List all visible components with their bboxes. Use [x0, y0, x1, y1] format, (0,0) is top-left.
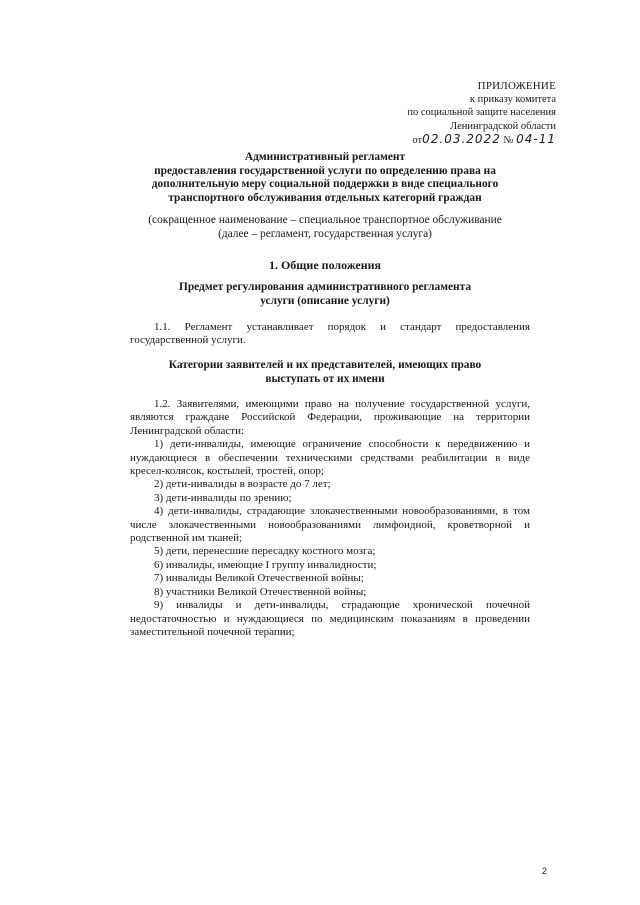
list-item: 4) дети-инвалиды, страдающие злокачественными новообразованиями, в том числе злокачественными новообразованиями лимфоидной, кроветворной и родственной им тканей; [130, 505, 530, 545]
subject-line-2: услуги (описание услуги) [260, 294, 390, 307]
section-heading: 1. Общие положения [268, 258, 382, 272]
document-title [120, 151, 530, 205]
abbreviation-line-2: (далее – регламент, государственная услуга) [218, 228, 432, 240]
title-line-2: предоставления государственной услуги по определению права на [154, 164, 496, 177]
list-item: 7) инвалиды Великой Отечественной войны; [154, 572, 364, 585]
list-item: 1) дети-инвалиды, имеющие ограничение способности к передвижению и нуждающиеся в обеспечении техническими средствами реабилитации в виде кресел-колясок, костылей, тростей, опор; [130, 438, 530, 478]
list-item: 5) дети, перенесшие пересадку костного мозга; [154, 545, 376, 558]
number-prefix: № [503, 134, 514, 146]
paragraph-1-2 [130, 398, 530, 639]
categories-heading [120, 359, 530, 386]
page-number: 2 [542, 866, 548, 876]
paragraph-1-1-line-1: 1.1. Регламент устанавливает порядок и стандарт предоставления [154, 321, 530, 333]
title-line-1: Административный регламент [244, 151, 406, 163]
date-prefix: от [412, 134, 423, 146]
appendix-line-3: Ленинградской области [450, 120, 556, 132]
appendix-line-1: к приказу комитета [469, 94, 556, 106]
title-line-3: дополнительную меру социальной поддержки в виде специального [151, 178, 499, 190]
list-item: 3) дети-инвалиды по зрению; [154, 491, 292, 504]
subject-heading [120, 281, 530, 308]
order-number: 04-11 [516, 131, 556, 146]
appendix-label: ПРИЛОЖЕНИЕ [477, 80, 556, 92]
paragraph-1-1 [130, 321, 530, 348]
abbreviation-line-1: (сокращенное наименование – специальное транспортное обслуживание [148, 214, 502, 226]
list-item: 6) инвалиды, имеющие I группу инвалидности; [154, 558, 377, 571]
paragraph-1-2-intro-3: Ленинградской области: [130, 424, 245, 437]
abbreviation-note [120, 213, 530, 241]
appendix-block [407, 80, 556, 147]
subject-line-1: Предмет регулирования административного регламента [178, 281, 472, 293]
title-line-4: транспортного обслуживания отдельных категорий граждан [168, 191, 482, 204]
categories-line-1: Категории заявителей и их представителей, имеющих право [168, 359, 482, 371]
paragraph-1-2-intro-2: являются граждане Российской Федерации, проживающие на территории [130, 411, 530, 424]
list-item: 9) инвалиды и дети-инвалиды, страдающие хронической почечной недостаточностью и нуждающиеся по медицинским показаниям в проведении заместительной почечной терапии; [130, 599, 530, 638]
paragraph-1-2-intro-1: 1.2. Заявителями, имеющими право на получение государственной услуги, [154, 398, 530, 410]
categories-line-2: выступать от их имени [265, 372, 385, 385]
order-date: 02.03.2022 [422, 131, 501, 146]
appendix-line-2: по социальной защите населения [407, 107, 556, 119]
order-date-line [412, 133, 556, 147]
list-item: 2) дети-инвалиды в возрасте до 7 лет; [154, 478, 331, 491]
list-item: 8) участники Великой Отечественной войны; [154, 585, 367, 598]
paragraph-1-1-line-2: государственной услуги. [130, 334, 246, 347]
